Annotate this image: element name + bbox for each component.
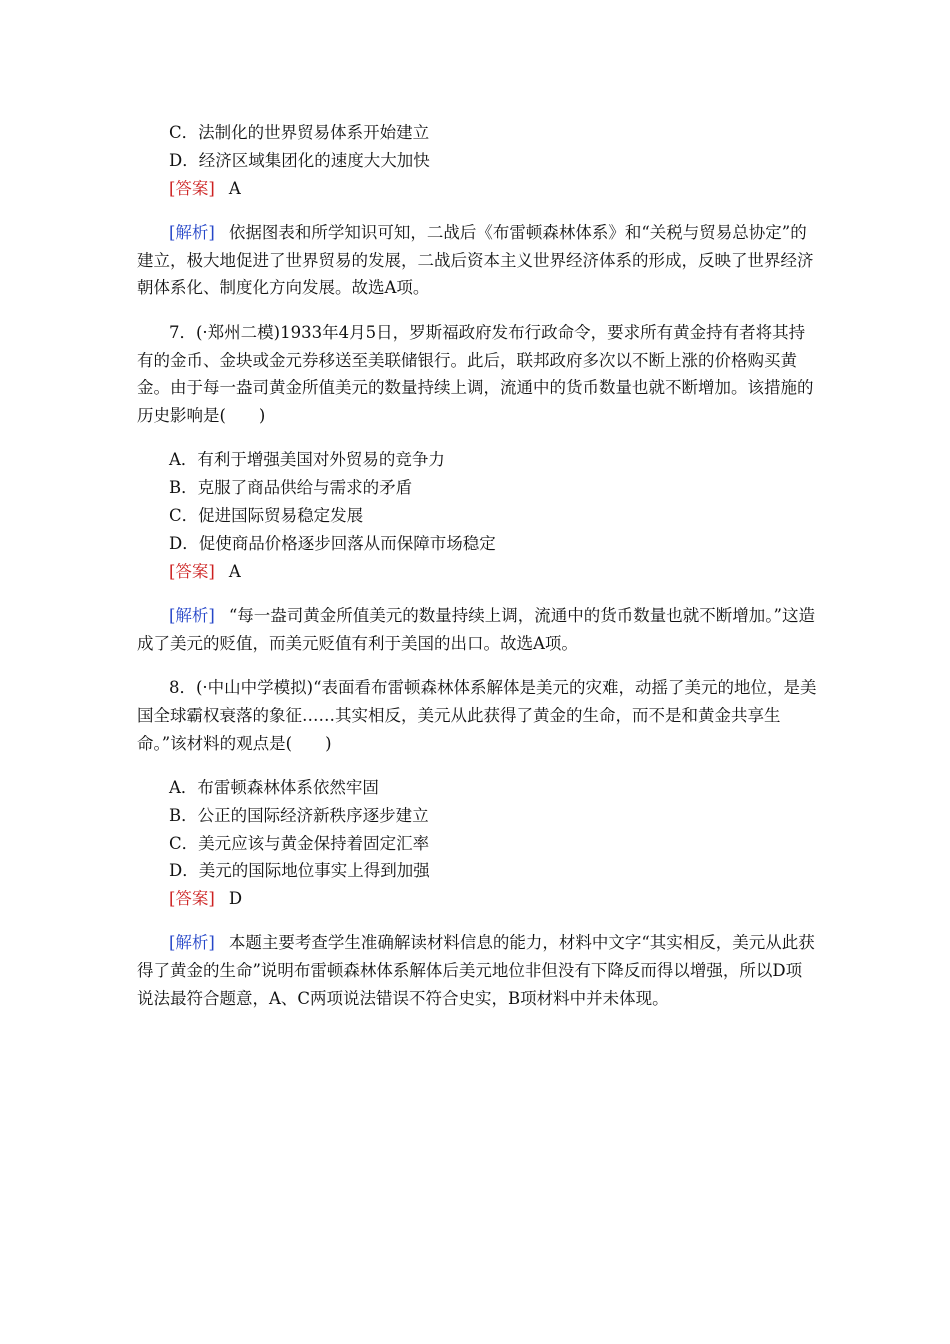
q7-answer — [137, 558, 817, 586]
explanation-text: 依据图表和所学知识可知，二战后《布雷顿森林体系》和“关税与贸易总协定”的建立，极大地促进了世界贸易的发展，二战后资本主义世界经济体系的形成，反映了世界经济朝体系化、制度化方向发展。故选A项。 — [137, 222, 814, 298]
q8-option-d: D．美元的国际地位事实上得到加强 — [169, 861, 430, 881]
explanation-tag: [解析] — [169, 605, 215, 625]
q8-answer — [137, 885, 817, 913]
answer-tag: [答案] — [169, 889, 215, 909]
answer-value: D — [228, 889, 243, 909]
q8-explanation — [137, 929, 817, 1012]
answer-value: A — [228, 561, 241, 581]
explanation-tag: [解析] — [169, 933, 215, 953]
document-page — [137, 119, 817, 1029]
q8-stem: 8．(·中山中学模拟)“表面看布雷顿森林体系解体是美元的灾难，动摇了美元的地位，是美国全球霸权衰落的象征……其实相反，美元从此获得了黄金的生命，而不是和黄金共享生命。”该材料的观点是( ) — [137, 678, 817, 753]
q6-answer — [137, 175, 817, 203]
explanation-text: 本题主要考查学生准确解读材料信息的能力，材料中文字“其实相反，美元从此获得了黄金的生命”说明布雷顿森林体系解体后美元地位非但没有下降反而得以增强，所以D项说法最符合题意，A、C两项说法错误不符合史实，B项材料中并未体现。 — [137, 933, 815, 1009]
q6-explanation — [137, 219, 817, 302]
q8-option-c: C．美元应该与黄金保持着固定汇率 — [169, 833, 430, 853]
q7-stem: 7．(·郑州二模)1933年4月5日，罗斯福政府发布行政命令，要求所有黄金持有者将其持有的金币、金块或金元券移送至美联储银行。此后，联邦政府多次以不断上涨的价格购买黄金。由于每一盎司黄金所值美元的数量持续上调，流通中的货币数量也就不断增加。该措施的历史影响是( ) — [137, 322, 814, 426]
answer-tag: [答案] — [169, 561, 215, 581]
q7-option-a: A．有利于增强美国对外贸易的竞争力 — [169, 450, 445, 470]
q7-explanation — [137, 602, 817, 658]
q6-option-c: C．法制化的世界贸易体系开始建立 — [169, 123, 430, 142]
q8-option-b: B．公正的国际经济新秩序逐步建立 — [169, 805, 429, 825]
explanation-text: “每一盎司黄金所值美元的数量持续上调，流通中的货币数量也就不断增加。”这造成了美元的贬值，而美元贬值有利于美国的出口。故选A项。 — [137, 605, 815, 653]
explanation-tag: [解析] — [169, 222, 215, 242]
q7-option-b: B．克服了商品供给与需求的矛盾 — [169, 478, 413, 498]
q8-option-a: A．布雷顿森林体系依然牢固 — [169, 777, 379, 797]
q7-option-d: D．促使商品价格逐步回落从而保障市场稳定 — [169, 533, 496, 553]
q6-option-d: D．经济区域集团化的速度大大加快 — [169, 150, 430, 170]
answer-tag: [答案] — [169, 178, 215, 198]
answer-value: A — [228, 178, 241, 198]
q7-option-c: C．促进国际贸易稳定发展 — [169, 506, 364, 526]
